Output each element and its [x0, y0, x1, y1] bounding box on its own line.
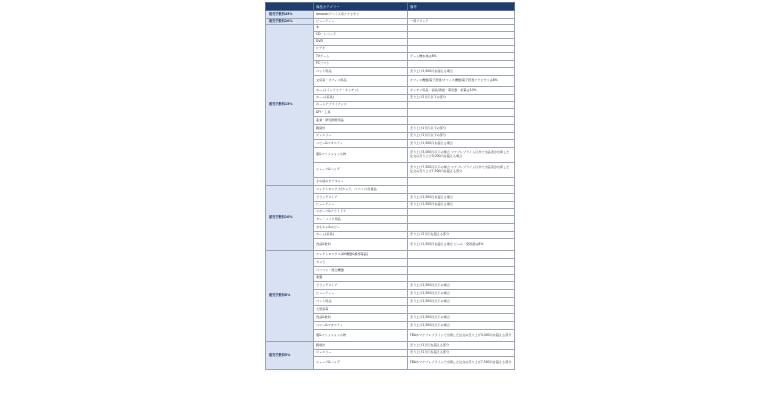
category-cell: PCソフト [314, 61, 408, 68]
note-cell: 売り上げ1万円以下の部分 [408, 125, 515, 133]
note-cell [408, 102, 515, 109]
note-cell: 売り上げ1,500円を超える場合 [408, 202, 515, 209]
category-cell: ビューティー [314, 290, 408, 298]
note-cell: 売り上げ1,500円を超える場合 [408, 68, 515, 76]
note-cell [408, 224, 515, 232]
note-cell: 売り上げ1,500円を超える場合 [408, 140, 515, 148]
note-cell [408, 275, 515, 282]
category-cell: パソコン・周辺機器 [314, 267, 408, 275]
category-cell: ジュエリー [314, 350, 408, 357]
category-cell: エレクトロニクス(AV機器&携帯電話) [314, 251, 408, 259]
category-cell: エレクトロニクス(カメラ、パソコン)付属品 [314, 186, 408, 194]
category-cell: 服&ファッション小物 [314, 330, 408, 342]
header-note: 備考 [408, 3, 515, 11]
note-cell: 売り上げ1,500円を超える場合 ビール・発泡酒は8% [408, 239, 515, 251]
note-cell: 売り上げ1万円以下の部分 [408, 133, 515, 140]
fee-rate-cell: 販売手数料10% [266, 186, 314, 251]
fee-table-document [265, 2, 514, 370]
category-cell: 本 [314, 25, 408, 32]
note-cell: 売り上げ7,500円以下の場合 マケプレプライム以外で出品者が出荷した注文の売り上げ7,500円を超える部分 [408, 163, 515, 178]
note-cell [408, 25, 515, 32]
category-cell: ホーム(家具) [314, 95, 408, 102]
category-cell: 文房具・オフィス用品 [314, 76, 408, 87]
category-cell: カー・バイク用品 [314, 216, 408, 224]
note-cell: 売り上げ2万円以下の部分 [408, 95, 515, 102]
note-cell: 売り上げ1万円を超える部分 [408, 350, 515, 357]
category-cell: 食品&飲料 [314, 239, 408, 251]
category-cell: TVゲーム [314, 53, 408, 61]
fee-rate-cell: 販売手数料5% [266, 342, 314, 370]
note-cell [408, 216, 515, 224]
note-cell [408, 32, 515, 39]
note-cell: 売り上げ3,000円以下の場合 マケプレプライム以外で出品者が出荷した注文の売り上げ3,000円を超える場合 [408, 148, 515, 163]
fee-table [265, 2, 515, 370]
note-cell: 売り上げ1,500円以下の場合 [408, 290, 515, 298]
category-cell: ジュエリー [314, 133, 408, 140]
note-cell: 売り上げ1,500円以下の場合 [408, 322, 515, 330]
note-cell: 売り上げ1万円を超える部分 [408, 342, 515, 350]
header-category: 商品カテゴリー [314, 3, 408, 11]
category-cell: 産業・研究開発用品 [314, 117, 408, 125]
category-cell: カメラ [314, 259, 408, 267]
category-cell: ホームアプライアンス [314, 102, 408, 109]
note-cell: 売り上げ1,500円以下の場合 [408, 282, 515, 290]
note-cell: ゲーム機本体は8% [408, 53, 515, 61]
category-cell: ペット用品 [314, 68, 408, 76]
category-cell: Amazonデバイス用アクセサリ [314, 11, 408, 19]
category-cell: おもちゃ&ホビー [314, 224, 408, 232]
note-cell [408, 46, 515, 53]
category-cell: 服&ファッション小物 [314, 148, 408, 163]
note-cell [408, 259, 515, 267]
table-body [266, 11, 515, 370]
category-cell: ビューティー [314, 202, 408, 209]
category-cell: DVD [314, 39, 408, 46]
category-cell: ベビー&マタニティ [314, 140, 408, 148]
header-rate [266, 3, 314, 11]
category-cell: 腕時計 [314, 342, 408, 350]
category-cell: ペット用品 [314, 298, 408, 306]
note-cell: 一部ブランド [408, 19, 515, 25]
category-cell: DIY・工具 [314, 109, 408, 117]
category-cell: シューズ&バッグ [314, 357, 408, 370]
note-cell [408, 117, 515, 125]
note-cell [408, 209, 515, 216]
fee-rate-cell: 販売手数料8% [266, 251, 314, 342]
category-cell: ベビー&マタニティ [314, 322, 408, 330]
note-cell [408, 109, 515, 117]
category-cell: ビューティー [314, 19, 408, 25]
table-row [266, 11, 515, 19]
category-cell: 大型家電 [314, 306, 408, 314]
category-cell: ドラッグストア [314, 282, 408, 290]
table-row [266, 342, 515, 350]
note-cell: キッチン用品・家庭/清掃・電気器・家電は10% [408, 87, 515, 95]
category-cell: シューズ&バッグ [314, 163, 408, 178]
fee-rate-cell: 販売手数料45% [266, 11, 314, 19]
note-cell [408, 178, 515, 186]
category-cell: その他のカテゴリー [314, 178, 408, 186]
note-cell [408, 267, 515, 275]
note-cell [408, 61, 515, 68]
note-cell [408, 11, 515, 19]
category-cell: 楽器 [314, 275, 408, 282]
category-cell: スポーツ&アウトドア [314, 209, 408, 216]
fee-rate-cell: 販売手数料15% [266, 25, 314, 186]
category-cell: CD・レコード [314, 32, 408, 39]
category-cell: ホーム(家具) [314, 232, 408, 239]
note-cell: 売り上げ1,500円以下の場合 [408, 298, 515, 306]
note-cell: FBAかマケプレプライムで出荷した注文の売り上げ7,500円を超える部分 [408, 357, 515, 370]
table-row [266, 186, 515, 194]
note-cell [408, 251, 515, 259]
table-header-row [266, 3, 515, 11]
category-cell: ドラッグストア [314, 194, 408, 202]
note-cell: オフィス機器/電子辞書/オフィス機器/電子辞書アクセサリは8% [408, 76, 515, 87]
note-cell: 売り上げ2万円を超える部分 [408, 232, 515, 239]
category-cell: 腕時計 [314, 125, 408, 133]
category-cell: ホーム(インテリア・キッチン) [314, 87, 408, 95]
note-cell: 売り上げ1,500円以下の場合 [408, 314, 515, 322]
note-cell: 売り上げ1,500円を超える場合 [408, 194, 515, 202]
table-row [266, 25, 515, 32]
fee-rate-cell: 販売手数料20% [266, 19, 314, 25]
note-cell [408, 306, 515, 314]
note-cell [408, 39, 515, 46]
note-cell: FBAかマケプレプライムで出荷した注文の売り上げ3,000円を超える部分 [408, 330, 515, 342]
category-cell: ビデオ [314, 46, 408, 53]
table-row [266, 251, 515, 259]
category-cell: 食品&飲料 [314, 314, 408, 322]
note-cell [408, 186, 515, 194]
